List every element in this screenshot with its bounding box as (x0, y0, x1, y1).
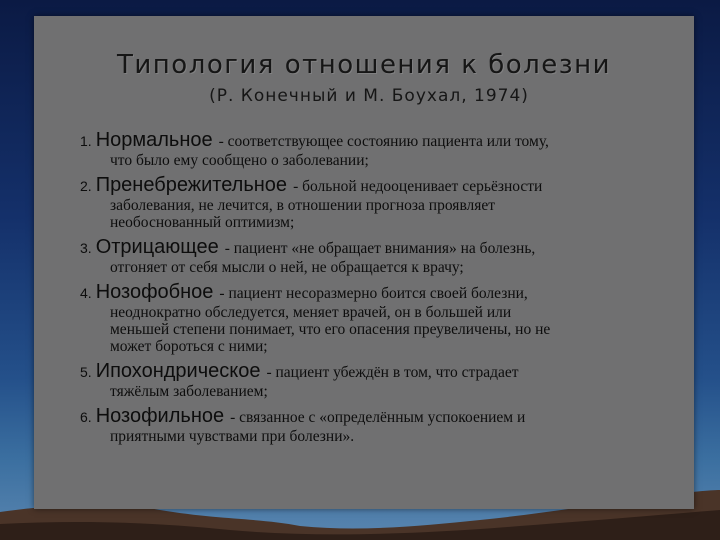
item-continuation: необоснованный оптимизм; (110, 214, 295, 231)
item-continuation: меньшей степени понимает, что его опасения преувеличены, но не (110, 321, 551, 338)
list-item (80, 130, 680, 169)
list-item (80, 361, 680, 400)
list-item (80, 406, 680, 445)
item-description: - пациент убеждён в том, что страдает (266, 364, 519, 381)
item-number: 1. (80, 133, 92, 149)
slide-subtitle: (Р. Конечный и М. Боухал, 1974) (209, 86, 529, 106)
list-item (80, 237, 680, 276)
item-continuation: тяжёлым заболеванием; (110, 383, 268, 400)
item-continuation: что было ему сообщено о заболевании; (110, 152, 369, 169)
item-term: Пренебрежительное (95, 174, 288, 196)
list-item (80, 282, 680, 355)
item-description: - пациент несоразмерно боится своей болезни, (219, 285, 528, 302)
item-description: - соответствующее состоянию пациента или тому, (218, 133, 549, 150)
item-term: Ипохондрическое (95, 360, 261, 382)
item-term: Нозофильное (95, 405, 225, 427)
item-number: 6. (80, 409, 92, 425)
item-description: - связанное с «определённым успокоением и (230, 409, 526, 426)
item-term: Нормальное (95, 129, 213, 151)
slide-panel (34, 16, 694, 509)
item-number: 5. (80, 364, 92, 380)
slide-title: Типология отношения к болезни (117, 50, 611, 80)
item-continuation: приятными чувствами при болезни». (110, 428, 355, 445)
item-description: - пациент «не обращает внимания» на болезнь, (224, 240, 536, 257)
item-term: Отрицающее (95, 236, 219, 258)
item-term: Нозофобное (95, 281, 214, 303)
typology-list (80, 130, 680, 445)
item-continuation: отгоняет от себя мысли о ней, не обращается к врачу; (110, 259, 464, 276)
item-number: 4. (80, 285, 92, 301)
item-number: 2. (80, 178, 92, 194)
item-number: 3. (80, 240, 92, 256)
item-continuation: может бороться с ними; (110, 338, 268, 355)
item-continuation: неоднократно обследуется, меняет врачей, он в большей или (110, 304, 512, 321)
item-continuation: заболевания, не лечится, в отношении прогноза проявляет (110, 197, 496, 214)
list-item (80, 175, 680, 231)
item-description: - больной недооценивает серьёзности (293, 178, 543, 195)
